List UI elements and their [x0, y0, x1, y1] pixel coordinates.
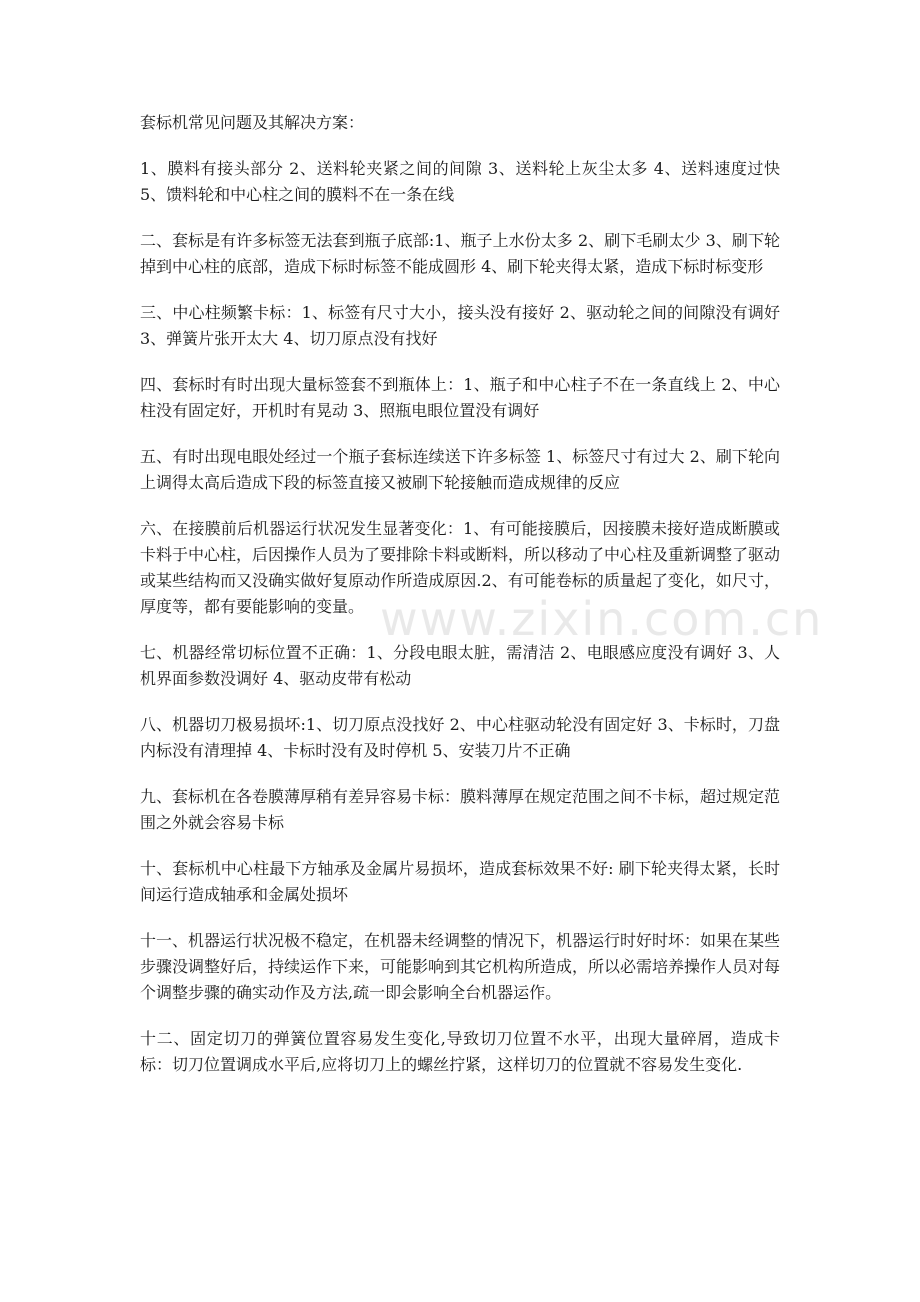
- watermark-text: www.zixin.com.cn: [380, 592, 824, 646]
- paragraph-2: 二、套标是有许多标签无法套到瓶子底部:1、瓶子上水份太多 2、刷下毛刷太少 3、刷下轮掉到中心柱的底部，造成下标时标签不能成圆形 4、刷下轮夹得太紧，造成下标时标变形: [140, 231, 780, 276]
- document-title: 套标机常见问题及其解决方案：: [140, 113, 365, 132]
- paragraph-12: 十二、固定切刀的弹簧位置容易发生变化,导致切刀位置不水平，出现大量碎屑，造成卡标：切刀位置调成水平后,应将切刀上的螺丝拧紧，这样切刀的位置就不容易发生变化.: [140, 1029, 780, 1074]
- document-body: [140, 110, 780, 1098]
- paragraph-7: 七、机器经常切标位置不正确：1、分段电眼太脏，需清洁 2、电眼感应度没有调好 3、人机界面参数没调好 4、驱动皮带有松动: [140, 643, 780, 688]
- paragraph-5: 五、有时出现电眼处经过一个瓶子套标连续送下许多标签 1、标签尺寸有过大 2、刷下轮向上调得太高后造成下段的标签直接又被刷下轮接触而造成规律的反应: [140, 447, 780, 492]
- paragraph-8: 八、机器切刀极易损坏:1、切刀原点没找好 2、中心柱驱动轮没有固定好 3、卡标时，刀盘内标没有清理掉 4、卡标时没有及时停机 5、安装刀片不正确: [140, 715, 780, 760]
- paragraph-1: 1、膜料有接头部分 2、送料轮夹紧之间的间隙 3、送料轮上灰尘太多 4、送料速度过快 5、馈料轮和中心柱之间的膜料不在一条在线: [140, 159, 780, 204]
- paragraph-6: 六、在接膜前后机器运行状况发生显著变化：1、有可能接膜后，因接膜未接好造成断膜或卡料于中心柱，后因操作人员为了要排除卡料或断料，所以移动了中心柱及重新调整了驱动或某些结构而又没确实做好复原动作所造成原因.2、有可能卷标的质量起了变化，如尺寸，厚度等，都有要能影响的变量。: [140, 519, 781, 616]
- paragraph-11: 十一、机器运行状况极不稳定，在机器未经调整的情况下，机器运行时好时坏：如果在某些步骤没调整好后，持续运作下来，可能影响到其它机构所造成，所以必需培养操作人员对每个调整步骤的确实动作及方法,疏一即会影响全台机器运作。: [140, 931, 781, 1002]
- paragraph-3: 三、中心柱频繁卡标：1、标签有尺寸大小，接头没有接好 2、驱动轮之间的间隙没有调好 3、弹簧片张开太大 4、切刀原点没有找好: [140, 303, 780, 348]
- paragraph-4: 四、套标时有时出现大量标签套不到瓶体上：1、瓶子和中心柱子不在一条直线上 2、中心柱没有固定好，开机时有晃动 3、照瓶电眼位置没有调好: [140, 375, 780, 420]
- paragraph-10: 十、套标机中心柱最下方轴承及金属片易损坏，造成套标效果不好: 刷下轮夹得太紧，长时间运行造成轴承和金属处损坏: [140, 859, 780, 904]
- paragraph-9: 九、套标机在各卷膜薄厚稍有差异容易卡标：膜料薄厚在规定范围之间不卡标，超过规定范围之外就会容易卡标: [140, 787, 781, 832]
